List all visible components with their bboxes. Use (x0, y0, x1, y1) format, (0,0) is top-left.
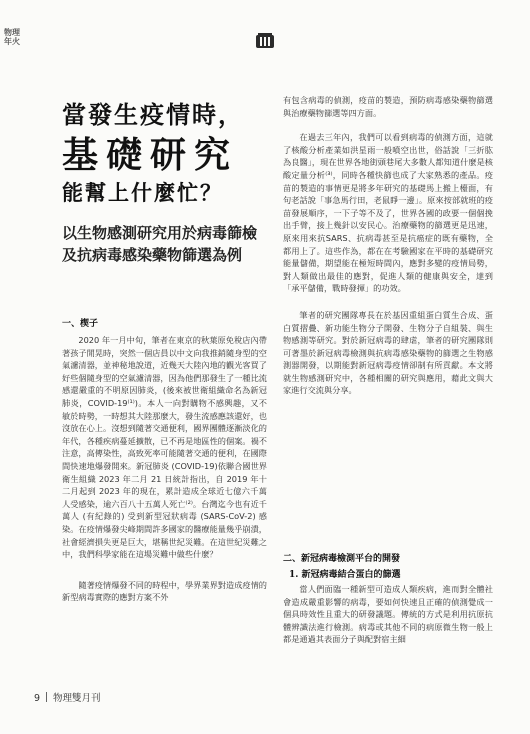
page-footer (34, 690, 101, 704)
page-number: 9 (34, 693, 41, 704)
article-subtitle: 以生物感測研究用於病毒篩檢及抗病毒感染藥物篩選為例 (62, 224, 258, 264)
section-heading-2: 二、新冠病毒檢測平台的開發 (283, 554, 401, 564)
journal-name: 物理雙月刊 (53, 693, 101, 704)
paragraph: 2020 年一月中旬，筆者在東京的秋葉原免稅店內帶著孩子閒晃時，突然一個店員以中文向我推銷隨身型的空氣濾清器，並神秘地說道，近幾天大陸內地的觀光客買了好些個隨身型的空氣濾清器，因為他們那發生了一種比流感還嚴重的不明原因肺炎，(後來被世衛組織命名為新冠肺炎，COVID-19⁽¹⁾)。本人一向對購物不感興趣，又不敏於時勢，一時想其大陸那麼大，發生流感應該還好，也沒放在心上。沒想到隨著交通便利，國界團體逐漸淡化的年代，各種疾病蔓延擴散，已不再是地區性的個案。禍不注意，高傳染性，高致死率可能隨著交通的便利，在國際間快速地爆發開來。新冠肺炎 (COVID-19)依聯合國世界衛生組織 2023 年二月 21 日統計指出，自 2019 年十二月起到 2023 年的現在，累計造成全球近七億六千萬人受感染，逾六百八十五萬人死亡⁽²⁾。台灣迄今也有近千萬人 (有紀錄的) 受到新型冠狀病毒 (SARS-CoV-2) 感染。在疫情爆發尖峰期間許多國家的醫療能量幾乎崩潰，社會經濟損失更是巨大，堪稱世紀災難。在這世紀災難之中，我們科學家能在這場災難中做些什麼？ (62, 335, 267, 560)
left-column (62, 334, 267, 604)
footer-divider (46, 692, 47, 702)
paragraph: 在過去三年內，我們可以看到病毒的偵測方面，這就了核酸分析產業如洪星雨一般噴空出世，俗話說「三折肱為良醫」，現在世界各地街頭巷尾大多數人都知道什麼是核酸定量分析⁽³⁾，同時各種快篩也成了大家熟悉的產品。疫苗的製造的事情更是將多年研究的基礎馬上搬上檯面，有句老話說「事急馬行田，老鼠睜一邊」。原來按部就班的疫苗發展順序，一下子等不及了，世界各國的政要一個個挽出手臂，接上幾針以安民心。治療藥物的篩選更是迅速，原來用來抗SARS、抗病毒甚至是抗癌症的既有藥物，全都用上了。這些作為，都在在考驗國家在平時的基礎研究能量儲備，期望能在極短時間內，應對多變的疫情局勢，對人類做出最佳的應對，促進人類的健康與安全，達到「承平儲備，戰時發揮」的功效。 (283, 132, 493, 294)
right-column-continuation (283, 583, 493, 646)
title-line-2: 基礎研究 (62, 134, 239, 176)
paragraph: 筆者的研究團隊專長在於基因重組蛋白質生合成、蛋白質摺疊、新功能生物分子開發、生物分子自組裝、與生物感測等研究。對於新冠病毒的肆虐，筆者的研究團隊則可著墨於新冠病毒檢測與抗病毒感染藥物的篩選之生物感測器開發，以期能對新冠病毒疫情卻制有所貢獻。本文將就生物感測研究中，各種相關的研究與應用，藉此文與大家進行交流與分享。 (283, 309, 493, 396)
title-line-3: 能幫上什麼忙？ (62, 180, 223, 205)
paragraph: 有包含病毒的偵測，疫苗的製造，預防病毒感染藥物篩選與治療藥物篩選等四方面。 (283, 95, 493, 118)
right-column (283, 94, 493, 397)
section-side-tab: 物理年火 (4, 28, 20, 46)
subsection-heading: 1. 新冠病毒結合蛋白的篩選 (289, 570, 401, 580)
section-heading-1: 一、楔子 (62, 319, 99, 329)
title-line-1: 當發生疫情時， (62, 100, 244, 129)
paragraph: 隨著疫情爆發不同的時程中，學界業界對造成疫情的新型病毒實際的應對方案不外 (62, 579, 267, 603)
paragraph: 當人們面臨一種新型可造成人類疾病，進而對全體社會造成嚴重影響的病毒，要如何快速且正確的偵測覺成一個具時效性且重大的研發議題。傳統的方式是利用抗原抗體辨識法進行檢測。病毒或其他不同的病原微生物一般上都是通過其表面分子與配對宿主細 (283, 584, 493, 645)
journal-logo-icon (255, 32, 275, 50)
article-title (62, 100, 264, 208)
